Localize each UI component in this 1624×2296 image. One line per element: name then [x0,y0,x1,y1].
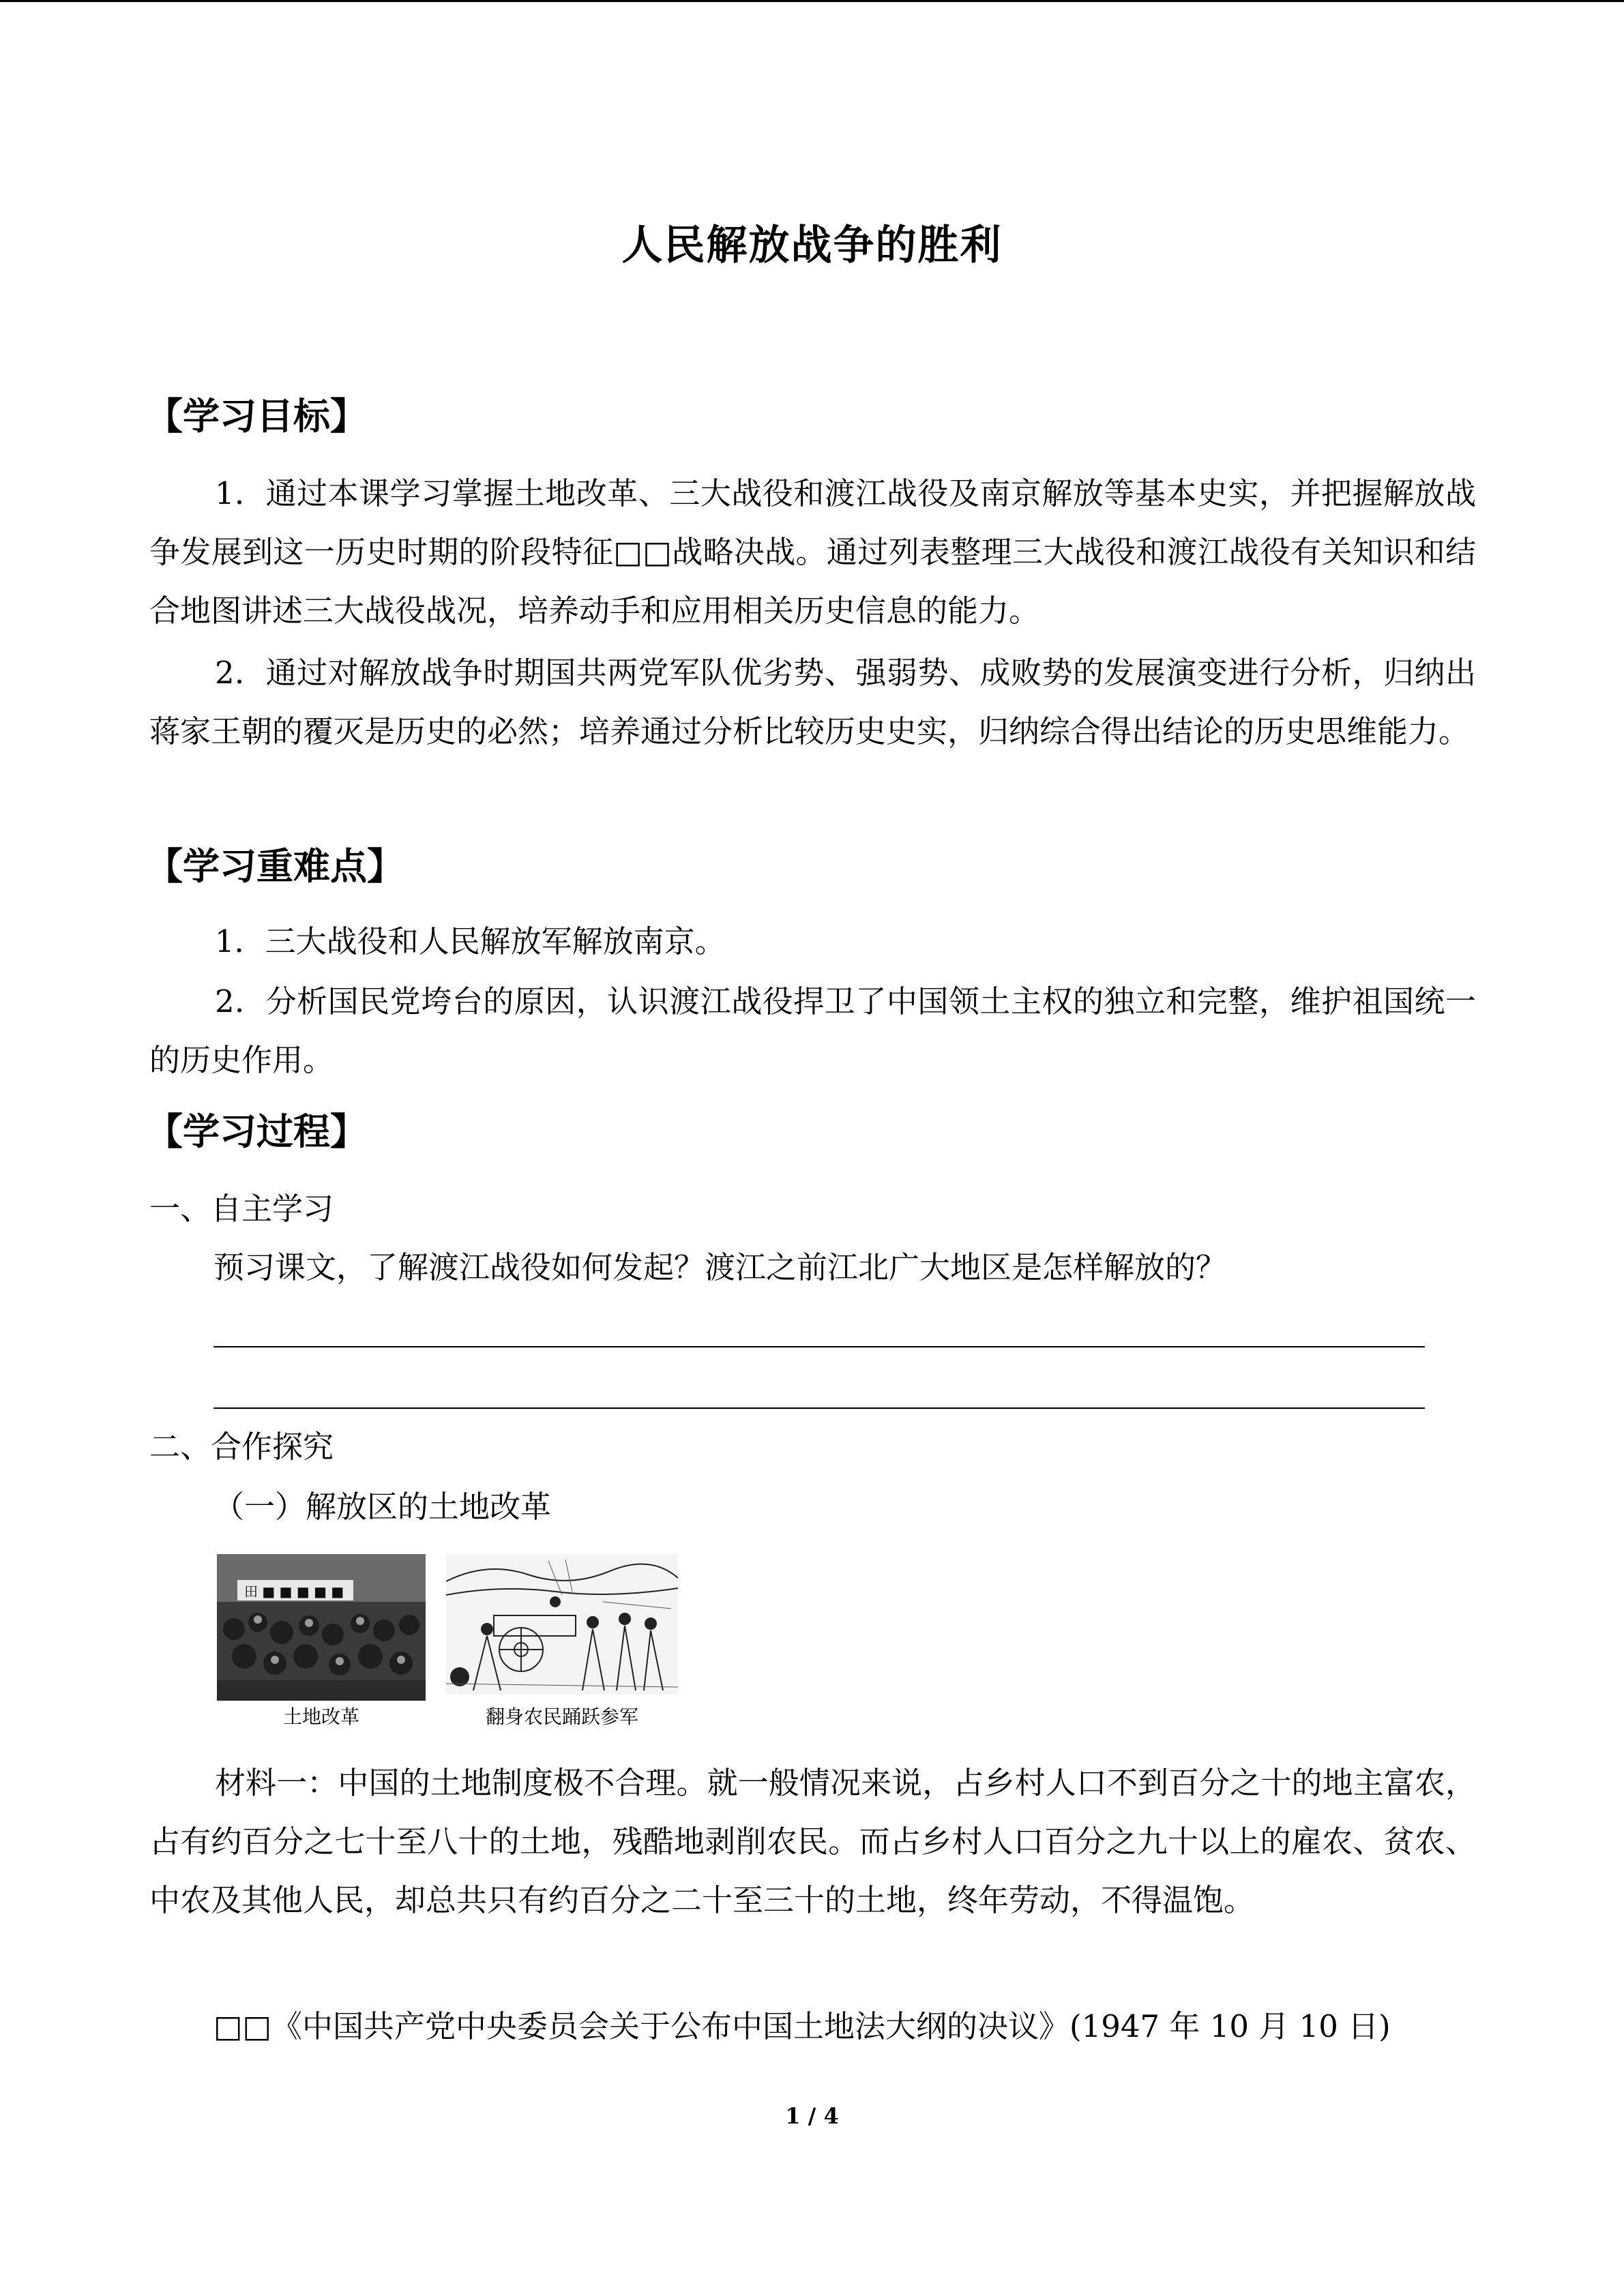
answer-line-1 [213,1346,1425,1347]
material-one-citation: □□《中国共产党中央委员会关于公布中国土地法大纲的决议》(1947 年 10 月 10 日) [213,2008,1391,2044]
key-point-item-2: 2．分析国民党垮台的原因，认识渡江战役捍卫了中国领土主权的独立和完整，维护祖国统一的历史作用。 [149,983,1476,1078]
self-study-prompt: 预习课文，了解渡江战役如何发起？渡江之前江北广大地区是怎样解放的？ [213,1249,1227,1285]
peasants-join-army-caption: 翻身农民踊跃参军 [485,1705,638,1728]
cooperation-subsection: （一）解放区的土地改革 [213,1489,552,1525]
objective-item-2: 2．通过对解放战争时期国共两党军队优劣势、强弱势、成败势的发展演变进行分析，归纳出蒋家王朝的覆灭是历史的必然；培养通过分析比较历史史实，归纳综合得出结论的历史思维能力。 [149,655,1476,749]
peasants-join-army-drawing [446,1554,678,1695]
page-top-border [0,0,1624,2]
process-heading: 【学习过程】 [146,1110,367,1153]
material-one: 材料一：中国的土地制度极不合理。就一般情况来说，占乡村人口不到百分之十的地主富农，占有约百分之七十至八十的土地，残酷地剥削农民。而占乡村人口百分之九十以上的雇农、贫农、中农及其他人民，却总共只有约百分之二十至三十的土地，终年劳动，不得温饱。 [149,1765,1476,1918]
svg-text:田 ■ ■ ■ ■ ■: 田 ■ ■ ■ ■ ■ [244,1583,344,1600]
cooperation-label: 二、合作探究 [149,1429,334,1465]
land-reform-photo-icon [217,1554,426,1701]
self-study-label: 一、自主学习 [149,1191,334,1227]
objectives-heading: 【学习目标】 [146,395,367,438]
objective-item-1: 1．通过本课学习掌握土地改革、三大战役和渡江战役及南京解放等基本史实，并把握解放战争发展到这一历史时期的阶段特征□□战略决战。通过列表整理三大战役和渡江战役有关知识和结合地图讲述三大战役战况，培养动手和应用相关历史信息的能力。 [149,475,1476,629]
land-reform-caption: 土地改革 [282,1705,359,1728]
land-reform-photo [217,1554,426,1701]
key-points-heading: 【学习重难点】 [146,845,404,888]
peasants-join-army-drawing-icon [446,1554,678,1695]
answer-line-2 [213,1407,1425,1409]
key-point-item-1: 1．三大战役和人民解放军解放南京。 [215,923,726,959]
document-title: 人民解放战争的胜利 [621,222,1003,269]
page-number: 1 / 4 [785,2103,839,2129]
